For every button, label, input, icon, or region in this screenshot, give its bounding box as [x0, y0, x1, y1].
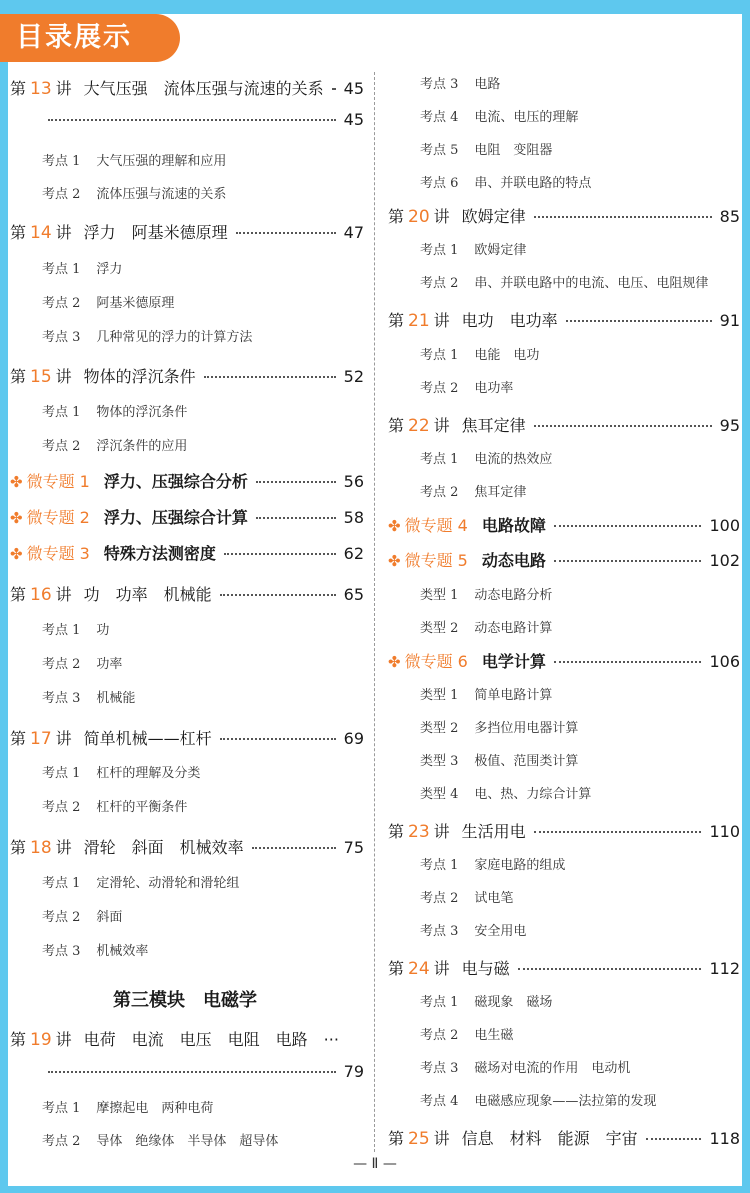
subtopic-text: 大气压强的理解和应用 — [96, 154, 227, 169]
subtopic-text: 欧姆定律 — [474, 243, 527, 258]
toc-subtopic[interactable] — [42, 619, 109, 638]
toc-special-topic[interactable] — [388, 649, 740, 672]
subtopic-text: 试电笔 — [474, 891, 514, 906]
column-divider — [374, 72, 375, 1152]
lesson-suffix: 讲 — [55, 585, 72, 604]
page-number-ref: 112 — [709, 959, 740, 978]
toc-special-topic[interactable] — [10, 541, 364, 564]
subtopic-label: 考点 2 — [420, 891, 459, 906]
page-number-ref: 52 — [343, 367, 364, 386]
toc-header: 目录展示 — [0, 14, 180, 62]
subtopic-text: 几种常见的浮力的计算方法 — [96, 330, 253, 345]
toc-subtopic[interactable] — [420, 73, 500, 92]
special-topic-title: 动态电路 — [481, 551, 546, 570]
special-topic-tag: 微专题 1 — [26, 472, 90, 491]
subtopic-label: 考点 3 — [42, 944, 81, 959]
lesson-title: 生活用电 — [461, 822, 526, 841]
toc-subtopic[interactable] — [42, 906, 122, 925]
lesson-number: 24 — [408, 959, 430, 979]
toc-subtopic[interactable] — [420, 481, 526, 500]
dot-leader — [220, 738, 336, 740]
subtopic-text: 磁场对电流的作用 电动机 — [474, 1061, 631, 1076]
toc-subtopic[interactable] — [420, 750, 578, 769]
lesson-prefix: 第 — [10, 223, 27, 242]
special-topic-tag: 微专题 2 — [26, 508, 90, 527]
special-topic-title: 浮力、压强综合分析 — [103, 472, 248, 491]
toc-special-topic[interactable] — [10, 469, 364, 492]
page-number-ref: 65 — [343, 585, 364, 604]
lesson-title: 大气压强 流体压强与流速的关系 — [83, 79, 324, 98]
toc-lesson-entry[interactable] — [10, 76, 364, 99]
lesson-suffix: 讲 — [433, 822, 450, 841]
lesson-number: 23 — [408, 822, 430, 842]
lesson-title: 电功 电功率 — [461, 311, 558, 330]
subtopic-label: 考点 1 — [42, 1101, 81, 1116]
toc-subtopic[interactable] — [42, 687, 135, 706]
toc-subtopic[interactable] — [420, 854, 565, 873]
special-topic-title: 浮力、压强综合计算 — [103, 508, 248, 527]
subtopic-text: 摩擦起电 两种电荷 — [96, 1101, 214, 1116]
lesson-number: 15 — [30, 367, 52, 387]
lesson-suffix: 讲 — [433, 959, 450, 978]
flower-icon: ✤ — [10, 509, 23, 527]
toc-lesson-entry[interactable] — [10, 220, 364, 243]
toc-lesson-entry[interactable] — [10, 1027, 364, 1050]
subtopic-label: 考点 2 — [420, 276, 459, 291]
subtopic-label: 类型 2 — [420, 721, 459, 736]
lesson-number: 19 — [30, 1030, 52, 1050]
toc-subtopic[interactable] — [420, 448, 552, 467]
toc-lesson-entry[interactable] — [10, 726, 364, 749]
toc-subtopic[interactable] — [420, 272, 708, 291]
toc-continuation-line — [40, 1062, 364, 1081]
subtopic-label: 考点 1 — [42, 623, 81, 638]
toc-subtopic[interactable] — [42, 150, 226, 169]
toc-subtopic[interactable] — [420, 717, 578, 736]
dot-leader — [534, 425, 712, 427]
toc-subtopic[interactable] — [42, 872, 239, 891]
subtopic-text: 杠杆的理解及分类 — [96, 766, 201, 781]
lesson-prefix: 第 — [388, 1129, 405, 1148]
dot-leader — [48, 1071, 336, 1073]
subtopic-label: 考点 1 — [420, 348, 459, 363]
subtopic-text: 流体压强与流速的关系 — [96, 187, 227, 202]
special-topic-title: 电学计算 — [481, 652, 546, 671]
flower-icon: ✤ — [10, 545, 23, 563]
lesson-number: 22 — [408, 416, 430, 436]
lesson-title: 信息 材料 能源 宇宙 — [461, 1129, 638, 1148]
lesson-title: 功 功率 机械能 — [83, 585, 212, 604]
toc-subtopic[interactable] — [42, 1130, 278, 1149]
subtopic-text: 动态电路分析 — [474, 588, 553, 603]
toc-subtopic[interactable] — [420, 106, 578, 125]
subtopic-label: 考点 1 — [42, 262, 81, 277]
toc-special-topic[interactable] — [10, 505, 364, 528]
lesson-title: 电与磁 — [461, 959, 510, 978]
lesson-number: 16 — [30, 585, 52, 605]
page-number-ref: 110 — [709, 822, 740, 841]
lesson-suffix: 讲 — [433, 1129, 450, 1148]
dot-leader — [252, 847, 336, 849]
subtopic-label: 考点 1 — [420, 452, 459, 467]
flower-icon: ✤ — [388, 552, 401, 570]
subtopic-label: 考点 2 — [420, 1028, 459, 1043]
subtopic-text: 电路 — [474, 77, 501, 92]
subtopic-text: 多挡位用电器计算 — [474, 721, 579, 736]
page-number-ref: 95 — [719, 416, 740, 435]
dot-leader — [554, 525, 702, 527]
lesson-suffix: 讲 — [55, 838, 72, 857]
special-topic-title: 电路故障 — [481, 516, 546, 535]
toc-lesson-entry[interactable] — [388, 819, 740, 842]
subtopic-label: 考点 2 — [42, 1134, 81, 1149]
subtopic-label: 考点 1 — [42, 405, 81, 420]
lesson-suffix: 讲 — [55, 1030, 72, 1049]
subtopic-label: 考点 2 — [42, 296, 81, 311]
subtopic-text: 浮力 — [96, 262, 123, 277]
lesson-title: 滑轮 斜面 机械效率 — [83, 838, 244, 857]
subtopic-label: 考点 4 — [420, 110, 459, 125]
lesson-prefix: 第 — [388, 822, 405, 841]
subtopic-label: 考点 2 — [42, 910, 81, 925]
subtopic-text: 功 — [96, 623, 110, 638]
subtopic-label: 类型 3 — [420, 754, 459, 769]
special-topic-tag: 微专题 4 — [404, 516, 468, 535]
subtopic-label: 考点 1 — [420, 858, 459, 873]
toc-lesson-entry[interactable] — [10, 582, 364, 605]
toc-subtopic[interactable] — [420, 584, 552, 603]
page-number-ref: 56 — [343, 472, 364, 491]
page-number-ref: 45 — [343, 110, 364, 129]
subtopic-label: 考点 3 — [420, 77, 459, 92]
page-number-ref: 106 — [709, 652, 740, 671]
lesson-title: 焦耳定律 — [461, 416, 526, 435]
toc-continuation-line — [40, 110, 364, 129]
subtopic-text: 电功率 — [474, 381, 514, 396]
lesson-prefix: 第 — [10, 585, 27, 604]
lesson-suffix: 讲 — [433, 311, 450, 330]
lesson-prefix: 第 — [388, 207, 405, 226]
lesson-prefix: 第 — [10, 729, 27, 748]
dot-leader — [256, 481, 336, 483]
subtopic-text: 浮沉条件的应用 — [96, 439, 188, 454]
dot-leader — [220, 594, 336, 596]
subtopic-text: 动态电路计算 — [474, 621, 553, 636]
toc-subtopic[interactable] — [420, 1057, 630, 1076]
lesson-number: 25 — [408, 1129, 430, 1149]
lesson-suffix: 讲 — [433, 207, 450, 226]
toc-subtopic[interactable] — [420, 377, 513, 396]
dot-leader — [332, 88, 336, 90]
dot-leader — [534, 831, 702, 833]
toc-lesson-entry[interactable] — [388, 308, 740, 331]
subtopic-text: 家庭电路的组成 — [474, 858, 566, 873]
lesson-title: 电荷 电流 电压 电阻 电路 ··· — [83, 1030, 339, 1049]
flower-icon: ✤ — [10, 473, 23, 491]
page-number: — Ⅱ — — [353, 1156, 397, 1172]
toc-subtopic[interactable] — [42, 401, 187, 420]
toc-subtopic[interactable] — [420, 991, 552, 1010]
subtopic-text: 电、热、力综合计算 — [474, 787, 592, 802]
subtopic-text: 杠杆的平衡条件 — [96, 800, 188, 815]
page-number-ref: 69 — [343, 729, 364, 748]
toc-subtopic[interactable] — [42, 326, 252, 345]
lesson-prefix: 第 — [10, 79, 27, 98]
toc-subtopic[interactable] — [42, 762, 200, 781]
toc-subtopic[interactable] — [42, 292, 174, 311]
page-number-ref: 91 — [719, 311, 740, 330]
lesson-number: 18 — [30, 838, 52, 858]
subtopic-text: 串、并联电路的特点 — [474, 176, 592, 191]
toc-subtopic[interactable] — [42, 258, 122, 277]
subtopic-label: 考点 2 — [42, 800, 81, 815]
toc-subtopic[interactable] — [420, 783, 591, 802]
lesson-prefix: 第 — [10, 367, 27, 386]
subtopic-text: 电磁感应现象——法拉第的发现 — [474, 1094, 657, 1109]
subtopic-text: 阿基米德原理 — [96, 296, 175, 311]
lesson-prefix: 第 — [10, 1030, 27, 1049]
special-topic-title: 特殊方法测密度 — [103, 544, 216, 563]
subtopic-label: 考点 1 — [42, 876, 81, 891]
toc-subtopic[interactable] — [420, 617, 552, 636]
subtopic-label: 类型 4 — [420, 787, 459, 802]
lesson-suffix: 讲 — [55, 223, 72, 242]
subtopic-text: 串、并联电路中的电流、电压、电阻规律 — [474, 276, 709, 291]
flower-icon: ✤ — [388, 517, 401, 535]
lesson-suffix: 讲 — [55, 367, 72, 386]
toc-subtopic[interactable] — [42, 940, 148, 959]
lesson-title: 欧姆定律 — [461, 207, 526, 226]
subtopic-text: 机械效率 — [96, 944, 149, 959]
toc-subtopic[interactable] — [42, 1097, 213, 1116]
subtopic-text: 电阻 变阻器 — [474, 143, 553, 158]
toc-subtopic[interactable] — [420, 344, 539, 363]
page-number-ref: 102 — [709, 551, 740, 570]
lesson-number: 13 — [30, 79, 52, 99]
subtopic-label: 考点 5 — [420, 143, 459, 158]
toc-lesson-entry[interactable] — [388, 956, 740, 979]
toc-subtopic[interactable] — [420, 139, 552, 158]
dot-leader — [566, 320, 712, 322]
subtopic-label: 考点 2 — [420, 485, 459, 500]
lesson-suffix: 讲 — [55, 729, 72, 748]
subtopic-text: 磁现象 磁场 — [474, 995, 553, 1010]
dot-leader — [554, 661, 702, 663]
special-topic-tag: 微专题 3 — [26, 544, 90, 563]
subtopic-label: 考点 2 — [42, 657, 81, 672]
lesson-title: 物体的浮沉条件 — [83, 367, 196, 386]
toc-lesson-entry[interactable] — [388, 1126, 740, 1149]
subtopic-label: 考点 3 — [420, 924, 459, 939]
toc-subtopic[interactable] — [420, 684, 552, 703]
page-number-ref: 100 — [709, 516, 740, 535]
lesson-title: 浮力 阿基米德原理 — [83, 223, 228, 242]
special-topic-tag: 微专题 5 — [404, 551, 468, 570]
dot-leader — [224, 553, 336, 555]
dot-leader — [48, 119, 336, 121]
page-number-ref: 45 — [343, 79, 364, 98]
lesson-prefix: 第 — [388, 959, 405, 978]
subtopic-text: 机械能 — [96, 691, 136, 706]
module-heading: 第三模块 电磁学 — [113, 990, 257, 1011]
dot-leader — [518, 968, 702, 970]
subtopic-label: 考点 1 — [42, 766, 81, 781]
toc-special-topic[interactable] — [388, 548, 740, 571]
page-number-ref: 58 — [343, 508, 364, 527]
toc-lesson-entry[interactable] — [10, 835, 364, 858]
subtopic-text: 电流的热效应 — [474, 452, 553, 467]
subtopic-text: 物体的浮沉条件 — [96, 405, 188, 420]
subtopic-text: 导体 绝缘体 半导体 超导体 — [96, 1134, 279, 1149]
subtopic-label: 类型 1 — [420, 588, 459, 603]
subtopic-label: 考点 2 — [42, 187, 81, 202]
lesson-suffix: 讲 — [433, 416, 450, 435]
dot-leader — [646, 1138, 702, 1140]
subtopic-text: 电能 电功 — [474, 348, 540, 363]
subtopic-label: 考点 1 — [420, 243, 459, 258]
subtopic-label: 考点 3 — [42, 691, 81, 706]
page-number-ref: 75 — [343, 838, 364, 857]
subtopic-text: 焦耳定律 — [474, 485, 527, 500]
lesson-suffix: 讲 — [55, 79, 72, 98]
special-topic-tag: 微专题 6 — [404, 652, 468, 671]
subtopic-label: 考点 4 — [420, 1094, 459, 1109]
toc-subtopic[interactable] — [420, 1090, 656, 1109]
subtopic-label: 考点 6 — [420, 176, 459, 191]
toc-subtopic[interactable] — [42, 796, 187, 815]
subtopic-text: 斜面 — [96, 910, 123, 925]
dot-leader — [236, 232, 336, 234]
lesson-number: 17 — [30, 729, 52, 749]
subtopic-label: 考点 2 — [420, 381, 459, 396]
dot-leader — [554, 560, 702, 562]
page-number-ref: 62 — [343, 544, 364, 563]
toc-subtopic[interactable] — [42, 435, 187, 454]
dot-leader — [256, 517, 336, 519]
lesson-prefix: 第 — [10, 838, 27, 857]
subtopic-label: 类型 1 — [420, 688, 459, 703]
toc-subtopic[interactable] — [420, 920, 526, 939]
toc-subtopic[interactable] — [42, 183, 226, 202]
toc-lesson-entry[interactable] — [388, 204, 740, 227]
subtopic-label: 考点 3 — [420, 1061, 459, 1076]
subtopic-text: 定滑轮、动滑轮和滑轮组 — [96, 876, 240, 891]
lesson-title: 简单机械——杠杆 — [83, 729, 212, 748]
toc-subtopic[interactable] — [420, 1024, 513, 1043]
dot-leader — [534, 216, 712, 218]
toc-special-topic[interactable] — [388, 513, 740, 536]
subtopic-label: 考点 2 — [42, 439, 81, 454]
page-number-ref: 118 — [709, 1129, 740, 1148]
subtopic-text: 电生磁 — [474, 1028, 514, 1043]
toc-subtopic[interactable] — [420, 239, 526, 258]
subtopic-text: 极值、范围类计算 — [474, 754, 579, 769]
flower-icon: ✤ — [388, 653, 401, 671]
toc-subtopic[interactable] — [420, 172, 591, 191]
subtopic-text: 电流、电压的理解 — [474, 110, 579, 125]
subtopic-text: 功率 — [96, 657, 123, 672]
lesson-prefix: 第 — [388, 311, 405, 330]
page-number-ref: 47 — [343, 223, 364, 242]
toc-lesson-entry[interactable] — [388, 413, 740, 436]
page-number-ref: 85 — [719, 207, 740, 226]
subtopic-label: 考点 1 — [420, 995, 459, 1010]
page-number-ref: 79 — [343, 1062, 364, 1081]
lesson-number: 20 — [408, 207, 430, 227]
lesson-number: 14 — [30, 223, 52, 243]
lesson-number: 21 — [408, 311, 430, 331]
toc-subtopic[interactable] — [42, 653, 122, 672]
subtopic-label: 考点 3 — [42, 330, 81, 345]
lesson-prefix: 第 — [388, 416, 405, 435]
subtopic-text: 安全用电 — [474, 924, 527, 939]
toc-lesson-entry[interactable] — [10, 364, 364, 387]
toc-subtopic[interactable] — [420, 887, 513, 906]
subtopic-label: 类型 2 — [420, 621, 459, 636]
dot-leader — [204, 376, 336, 378]
subtopic-label: 考点 1 — [42, 154, 81, 169]
subtopic-text: 简单电路计算 — [474, 688, 553, 703]
